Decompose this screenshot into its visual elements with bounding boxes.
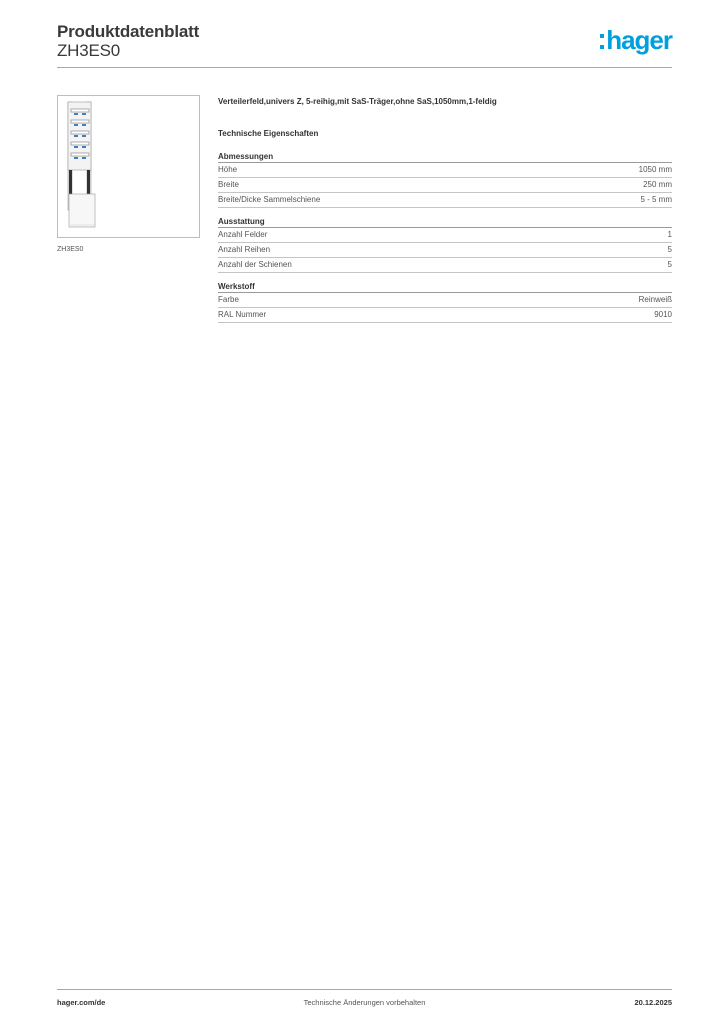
property-value: 5 <box>667 260 672 269</box>
product-image <box>57 95 200 238</box>
property-label: Höhe <box>218 165 238 174</box>
page-header <box>57 20 672 68</box>
technical-content <box>218 96 672 331</box>
property-label: Anzahl Reihen <box>218 245 271 254</box>
header-divider <box>57 67 672 68</box>
product-code: ZH3ES0 <box>57 41 121 60</box>
group-title: Abmessungen <box>218 151 672 163</box>
document-title: Produktdatenblatt <box>57 22 200 41</box>
property-label: Breite/Dicke Sammelschiene <box>218 195 321 204</box>
property-value: 5 <box>667 245 672 254</box>
logo-mark-icon <box>600 34 604 49</box>
hager-logo <box>600 26 672 54</box>
property-row <box>218 293 672 308</box>
image-caption: ZH3ES0 <box>57 246 84 253</box>
property-label: RAL Nummer <box>218 310 267 319</box>
group-ausstattung <box>218 216 672 273</box>
property-value: 5 - 5 mm <box>640 195 672 204</box>
property-label: Anzahl Felder <box>218 230 268 239</box>
distribution-field-product-image-icon <box>58 96 199 237</box>
group-abmessungen <box>218 151 672 208</box>
property-row <box>218 258 672 273</box>
group-title: Werkstoff <box>218 281 672 293</box>
property-value: Reinweiß <box>638 295 672 304</box>
property-label: Breite <box>218 180 239 189</box>
property-row <box>218 308 672 323</box>
footer-notice: Technische Änderungen vorbehalten <box>303 998 426 1007</box>
property-row <box>218 163 672 178</box>
logo-text: hager <box>606 25 672 55</box>
property-row <box>218 243 672 258</box>
property-value: 1 <box>667 230 672 239</box>
property-label: Anzahl der Schienen <box>218 260 292 269</box>
property-label: Farbe <box>218 295 239 304</box>
property-value: 1050 mm <box>638 165 672 174</box>
property-row <box>218 178 672 193</box>
group-werkstoff <box>218 281 672 323</box>
section-title: Technische Eigenschaften <box>218 129 319 138</box>
group-title: Ausstattung <box>218 216 672 228</box>
property-value: 9010 <box>654 310 672 319</box>
property-value: 250 mm <box>643 180 672 189</box>
page-footer <box>57 998 672 1010</box>
property-row <box>218 228 672 243</box>
product-description: Verteilerfeld,univers Z, 5-reihig,mit SaS-Träger,ohne SaS,1050mm,1-feldig <box>218 97 497 106</box>
website-link[interactable]: hager.com/de <box>57 998 106 1007</box>
footer-date: 20.12.2025 <box>634 998 672 1007</box>
footer-divider <box>57 989 672 990</box>
property-row <box>218 193 672 208</box>
